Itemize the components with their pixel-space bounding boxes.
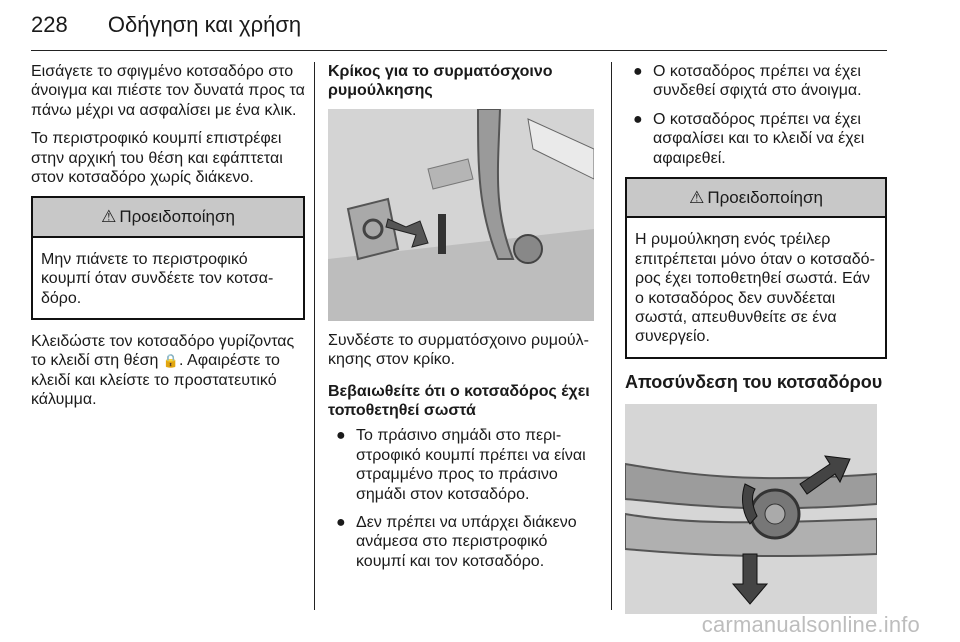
section-heading: Κρίκος για το συρματόσχοινο ρυμούλκησης (328, 63, 553, 100)
detach-illustration (625, 404, 877, 614)
warning-box (31, 196, 305, 320)
warning-body: Μην πιάνετε το περιστροφικό κουμπί όταν συνδέετε τον κοτσα-δόρο. (41, 250, 274, 307)
column-divider (314, 62, 315, 610)
list-item-text: Ο κοτσαδόρος πρέπει να έχει συνδεθεί σφιχτά στο άνοιγμα. (653, 63, 862, 100)
warning-header (627, 179, 885, 218)
towing-eye-illustration (328, 109, 594, 321)
paragraph: Εισάγετε το σφιγμένο κοτσαδόρο στο άνοιγμα και πιέστε τον δυνατά προς τα πάνω μέχρι να ασφαλίσει με ένα κλικ. (31, 63, 305, 119)
column-2 (328, 62, 594, 580)
warning-header (33, 198, 303, 237)
bullet-icon: ● (633, 63, 643, 80)
list-item-text: Το πράσινο σημάδι στο περι-στροφικό κουμπί πρέπει να είναι στραμμένο προς το πράσινο σημάδι στον κοτσαδόρο. (356, 427, 586, 503)
list-item (625, 110, 887, 168)
check-list-continued (625, 62, 887, 168)
page-number: 228 (31, 12, 68, 37)
warning-icon: ⚠ (689, 188, 705, 208)
detach-illustration-svg (625, 404, 877, 614)
warning-title: Προειδοποίηση (707, 188, 823, 208)
paragraph (31, 332, 305, 410)
page-header (31, 12, 301, 38)
warning-icon: ⚠ (101, 207, 117, 227)
lock-icon: 🔒 (162, 353, 180, 369)
section-heading: Αποσύνδεση του κοτσαδόρου (625, 371, 883, 392)
list-item-text: Ο κοτσαδόρος πρέπει να έχει ασφαλίσει και το κλειδί να έχει αφαιρεθεί. (653, 110, 865, 167)
check-list (328, 426, 594, 571)
list-item (625, 62, 887, 101)
warning-body: Η ρυμούλκηση ενός τρέιλερ επιτρέπεται μόνο όταν ο κοτσαδό-ρος έχει τοποθετηθεί σωστά. Εάν ο κοτσαδόρος δεν συνδέεται σωστά, απευθυνθείτε σε ένα συνεργείο. (635, 231, 875, 346)
list-item (328, 426, 594, 504)
paragraph-text: Κλειδώστε τον κοτσαδόρο γυρίζοντας το κλειδί στη θέση (31, 333, 295, 370)
paragraph-text: . Αφαιρέστε το κλειδί και κλείστε το προστατευτικό κάλυμμα. (31, 352, 280, 409)
bullet-icon: ● (633, 110, 643, 128)
list-item (328, 513, 594, 571)
warning-box (625, 177, 887, 359)
column-3 (625, 62, 887, 624)
paragraph: Το περιστροφικό κουμπί επιστρέφει στην αρχική του θέση και εφάπτεται στον κοτσαδόρο χωρίς διάκενο. (31, 130, 283, 187)
column-1 (31, 62, 305, 419)
check-heading: Βεβαιωθείτε ότι ο κοτσαδόρος έχει τοποθετηθεί σωστά (328, 382, 590, 420)
page-title: Οδήγηση και χρήση (107, 12, 302, 37)
towing-eye-illustration-svg (328, 109, 594, 321)
watermark: carmanualsonline.info (701, 612, 920, 637)
bullet-icon: ● (336, 514, 346, 532)
list-item-text: Δεν πρέπει να υπάρχει διάκενο ανάμεσα στο περιστροφικό κουμπί και τον κοτσαδόρο. (356, 514, 577, 570)
image-caption: Συνδέστε το συρματόσχοινο ρυμούλ-κησης στον κρίκο. (328, 331, 589, 369)
column-divider (611, 62, 612, 610)
bullet-icon: ● (336, 427, 346, 445)
warning-title: Προειδοποίηση (119, 207, 235, 227)
header-rule (31, 50, 887, 51)
